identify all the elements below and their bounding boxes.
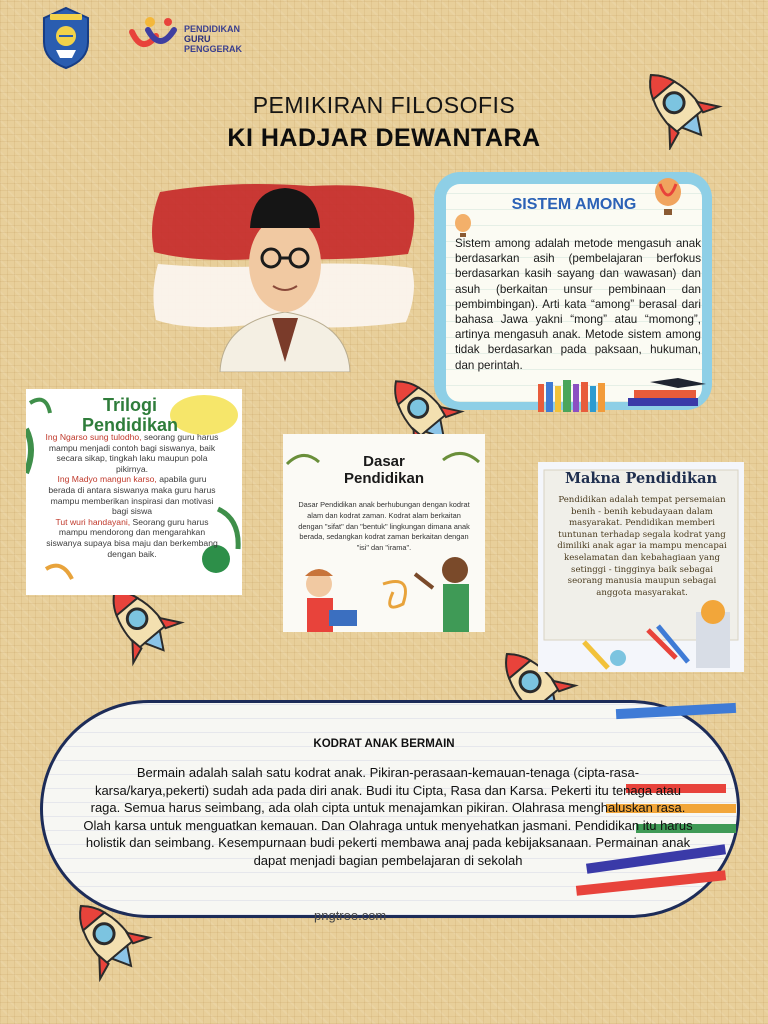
makna-title: Makna Pendidikan xyxy=(564,470,718,487)
page-title-line2: KI HADJAR DEWANTARA xyxy=(227,124,541,152)
trilogi-p2-head: Ing Madyo mangun karso, xyxy=(57,474,157,485)
kemdikbud-logo xyxy=(26,6,106,70)
pgp-line3: PENGGERAK xyxy=(184,44,243,54)
trilogi-p1-body: seorang guru harus mampu menjadi contoh bagi siswanya, baik secara sikap, tingkah laku maupun pola pikirnya. xyxy=(48,432,219,474)
trilogi-title xyxy=(60,395,200,435)
small-balloon-icon xyxy=(452,214,474,238)
kodrat-text: Bermain adalah salah satu kodrat anak. Pikiran-perasaan-kemauan-tenaga (cipta-rasa-karsa/karya,pekerti) sudah ada pada diri anak. Budi itu Cipta, Rasa dan Karsa. Pekerti itu tenaga atau raga. Semua harus seimbang, ada olah cipta untuk menajamkan pikiran. Olahrasa menghaluskan rasa. Olah karsa untuk menguatkan kemauan. Dan Olahraga untuk menyehatkan jasmani. Pendidikan itu harus holistik dan seimbang. Kesempurnaan budi pekerti membawa anaj pada kebijaksanaan. Permainan anak dapat menjadi bagian pembelajaran di sekolah xyxy=(83,765,693,868)
dasar-title-line1: Dasar xyxy=(363,453,405,470)
pgp-line1: PENDIDIKAN xyxy=(184,24,241,34)
rocket-icon xyxy=(628,60,724,150)
pgp-logo-text xyxy=(184,24,242,54)
makna-text: Pendidikan adalah tempat persemaian benih - benih kebudayaan dalam masyarakat. Pendidikan memberi tuntunan terhadap segala kodrat yang dimiliki anak agar ia mampu mencapai keselamatan dan kebahagiaan yang setinggi - tingginya baik sebagai seorang manusia maupun sebagai anggota masyarakat. xyxy=(557,495,727,598)
trilogi-title-line2: Pendidikan xyxy=(81,415,179,435)
dasar-title xyxy=(283,453,485,487)
hot-air-balloon-icon xyxy=(648,176,688,216)
trilogi-p3-head: Tut wuri handayani, xyxy=(55,516,131,527)
trilogi-p3-body: Seorang guru harus mampu mendorong dan mengarahkan siswanya supaya bisa maju dan berkembang dengan baik. xyxy=(46,516,218,559)
trilogi-title-line1: Trilogi xyxy=(103,395,157,415)
kodrat-title: KODRAT ANAK BERMAIN xyxy=(313,738,455,750)
page-title-line1: PEMIKIRAN FILOSOFIS xyxy=(252,92,516,118)
sistem-among-title: SISTEM AMONG xyxy=(511,196,637,213)
trilogi-p2-body: apabila guru berada di antara siswanya maka guru harus mampu memberikan inspirasi dan motivasi bagi siswa xyxy=(48,474,216,517)
trilogi-text xyxy=(44,432,220,559)
dasar-title-line2: Pendidikan xyxy=(343,470,425,487)
pgp-line2: GURU xyxy=(184,34,211,44)
sistem-among-text: Sistem among adalah metode mengasuh anak berdasarkan asih (pembelajaran berfokus berdasarkan kasih sayang dan wawasan) dan asuh (berkaitan unsur pembinaan dan pembimbingan). Arti kata “among” berasal dari bahasa Jawa yakni “mong” atau “momong”, artinya mengasuh anak. Metode sistem among tidak berdasarkan pada paksaan, hukuman, dan perintah. xyxy=(455,237,701,372)
dasar-text: Dasar Pendidikan anak berhubungan dengan kodrat alam dan kodrat zaman. Kodrat alam berkaitan dengan "sifat" dan "bentuk" lingkungan dimana anak berada, sedangkan kodrat zaman berkaitan dengan "isi" dan "irama". xyxy=(298,500,470,553)
watermark-text: pngtree.com xyxy=(314,908,387,923)
trilogi-p1-head: Ing Ngarso sung tulodho, xyxy=(45,432,142,442)
ki-hadjar-portrait xyxy=(150,172,420,372)
books-illustration xyxy=(538,378,708,412)
